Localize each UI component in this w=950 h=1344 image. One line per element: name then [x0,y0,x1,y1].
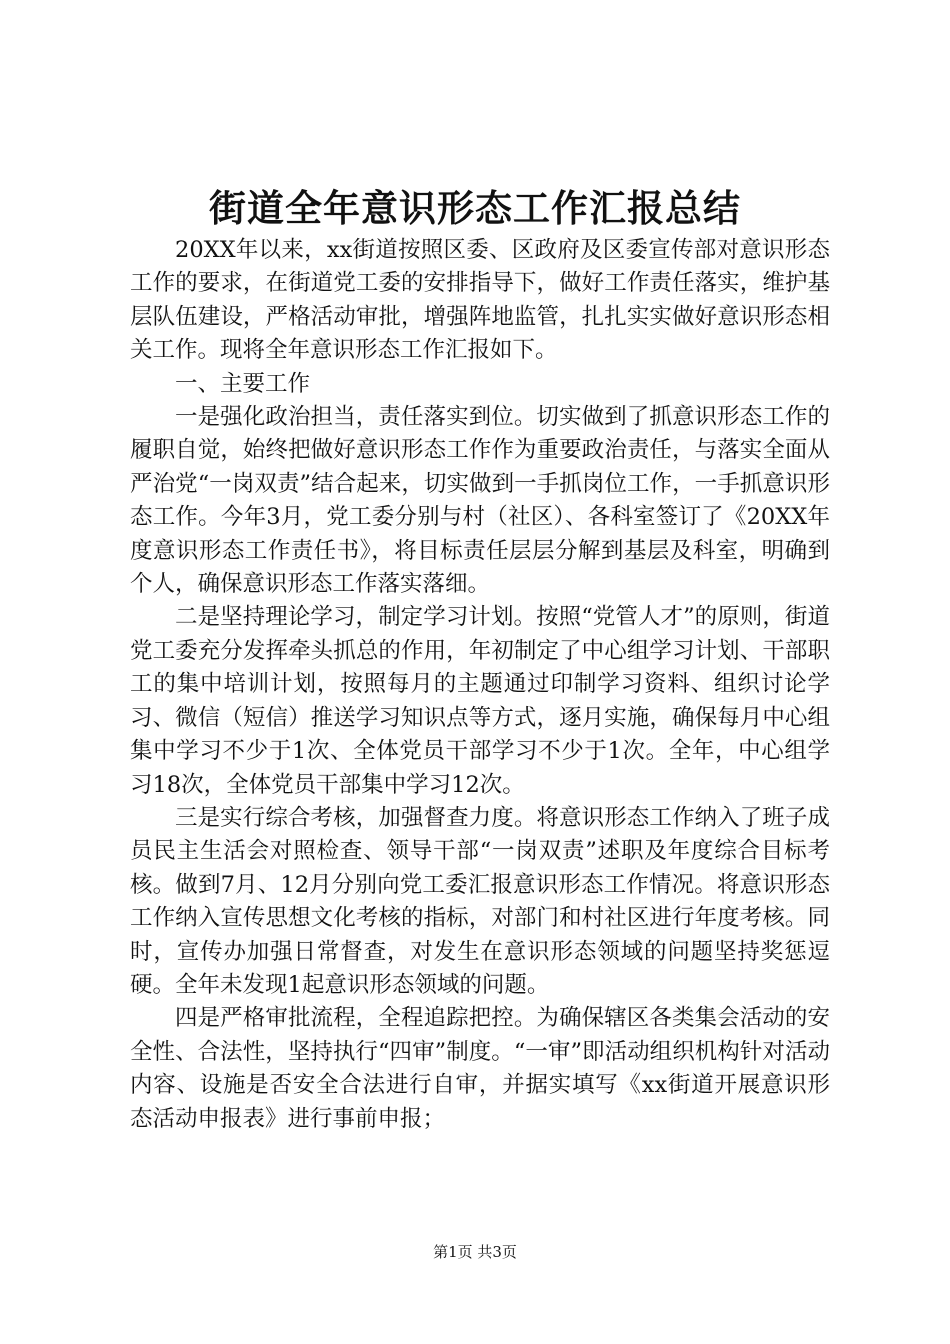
paragraph-intro: 20XX年以来，xx街道按照区委、区政府及区委宣传部对意识形态工作的要求，在街道党工委的安排指导下，做好工作责任落实，维护基层队伍建设，严格活动审批，增强阵地监管，扎扎实实做好意识形态相关工作。现将全年意识形态工作汇报如下。 [130,237,830,364]
document-title: 街道全年意识形态工作汇报总结 [209,186,741,230]
page-footer: 第1页 共3页 [433,1243,517,1261]
paragraph-item-2: 二是坚持理论学习，制定学习计划。按照“党管人才”的原则，街道党工委充分发挥牵头抓总的作用，年初制定了中心组学习计划、干部职工的集中培训计划，按照每月的主题通过印制学习资料、组织讨论学习、微信（短信）推送学习知识点等方式，逐月实施，确保每月中心组集中学习不少于1次、全体党员干部学习不少于1次。全年，中心组学习18次，全体党员干部集中学习12次。 [130,604,830,798]
section-heading: 一、主要工作 [175,370,311,397]
paragraph-item-1: 一是强化政治担当，责任落实到位。切实做到了抓意识形态工作的履职自觉，始终把做好意识形态工作作为重要政治责任，与落实全面从严治党“一岗双责”结合起来，切实做到一手抓岗位工作，一手抓意识形态工作。今年3月，党工委分别与村（社区）、各科室签订了《20XX年度意识形态工作责任书》，将目标责任层层分解到基层及科室，明确到个人，确保意识形态工作落实落细。 [130,404,830,598]
paragraph-item-4: 四是严格审批流程，全程追踪把控。为确保辖区各类集会活动的安全性、合法性，坚持执行“四审”制度。“一审”即活动组织机构针对活动内容、设施是否安全合法进行自审，并据实填写《xx街道开展意识形态活动申报表》进行事前申报； [130,1005,830,1132]
document-body [130,234,830,1136]
paragraph-item-3: 三是实行综合考核，加强督查力度。将意识形态工作纳入了班子成员民主生活会对照检查、领导干部“一岗双责”述职及年度综合目标考核。做到7月、12月分别向党工委汇报意识形态工作情况。将意识形态工作纳入宣传思想文化考核的指标，对部门和村社区进行年度考核。同时，宣传办加强日常督查，对发生在意识形态领域的问题坚持奖惩逗硬。全年未发现1起意识形态领域的问题。 [130,804,830,998]
